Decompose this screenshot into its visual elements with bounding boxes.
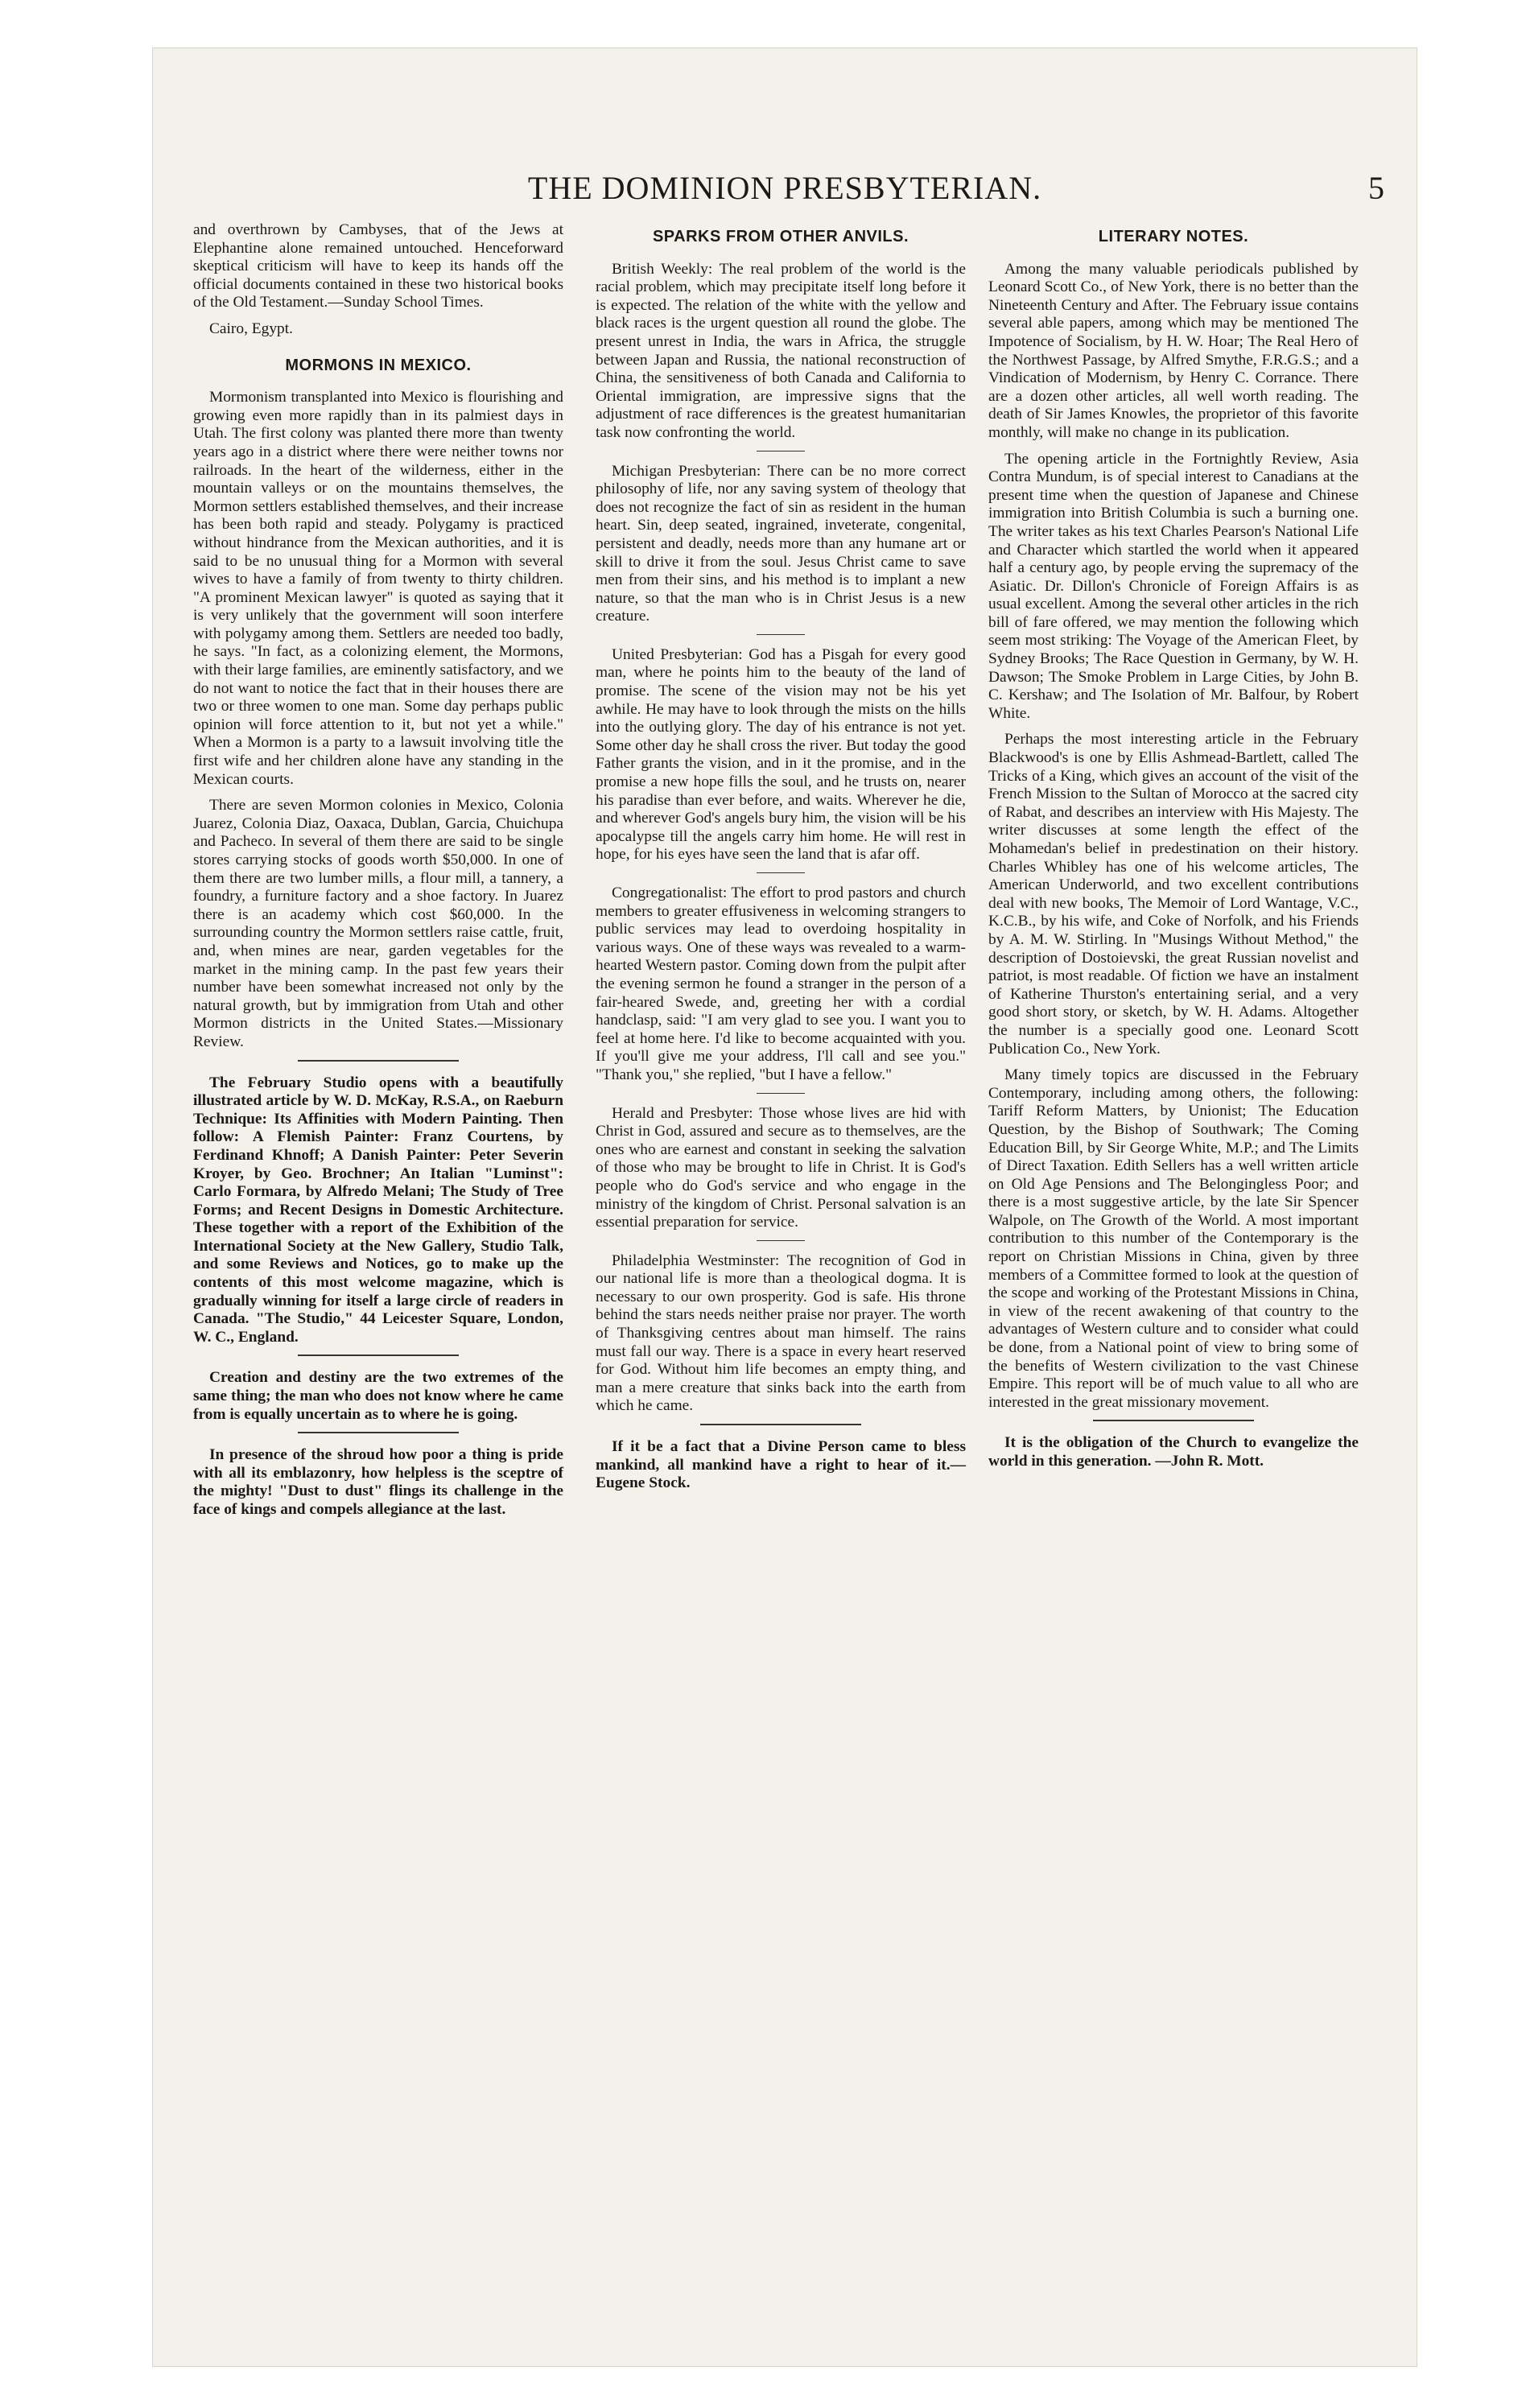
- section-divider: [298, 1432, 459, 1433]
- literary-paragraph-1: Among the many valuable periodicals published by Leonard Scott Co., of New York, there is no better than the Nineteenth Century and After. The February issue contains several able papers, among which may be mentioned The Impotence of Socialism, by H. W. Hoar; The Real Hero of the Northwest Passage, by Alfred Smythe, F.R.G.S.; and a Vindication of Modernism, by Henry C. Corrance. There are a dozen other articles, all well worth reading. The death of Sir James Knowles, the proprietor of this favorite monthly, will make no change in its publication.: [988, 260, 1359, 441]
- united-paragraph: United Presbyterian: God has a Pisgah for every good man, where he points him to the beauty of the land of promise. The scene of the vision may not be his yet awhile. He may have to look through the mists on the hills into the outlying glory. The day of his entrance is not yet. Some other day he shall cross the river. But today the good Father grants the vision, and in it the promise, and in the promise a new hope fills the soul, and he trusts on, nearer his paradise than ever before, and waits. Wherever he die, and wherever God's angels bury him, the vision will be his apocalypse till the angels carry him home. He will rest in hope, for his eyes have seen the land that is afar off.: [596, 645, 966, 864]
- section-divider: [298, 1060, 459, 1062]
- divine-person-paragraph: If it be a fact that a Divine Person came to bless mankind, all mankind have a right to hear of it.—Eugene Stock.: [596, 1438, 966, 1492]
- section-divider: [757, 451, 805, 452]
- mormons-heading: MORMONS IN MEXICO.: [285, 356, 472, 374]
- congregationalist-paragraph: Congregationalist: The effort to prod pastors and church members to greater effusiveness in welcoming strangers to public services may lead to overdoing hospitality in various ways. One of these ways was revealed to a warm-hearted Western pastor. Coming down from the pulpit after the evening sermon he found a stranger in the person of a fair-heared Swede, and, greeting her with a cordial handclasp, said: "I am very glad to see you. I want you to feel at home here. I'd like to become acquainted with you. If you'll give me your address, I'll call and see you." "Thank you," she replied, "but I have a fellow.": [596, 884, 966, 1083]
- mormons-paragraph-1: Mormonism transplanted into Mexico is flourishing and growing even more rapidly than in its palmiest days in Utah. The first colony was planted there more than twenty years ago in a district where there were neither towns nor railroads. In the heart of the wilderness, either in the mountain valleys or on the mountains themselves, the Mormon settlers established themselves, and their increase has been both rapid and steady. Polygamy is practiced without hindrance from the Mexican authorities, and it is said to be no unusual thing for a Mormon with several wives to have a family of from twenty to thirty children. "A prominent Mexican lawyer" is quoted as saying that it is very unlikely that the government will soon interfere with polygamy among them. Settlers are needed too badly, he says. "In fact, as a colonizing element, the Mormons, with their large families, are eminently satisfactory, and we do not want to notice the fact that in their houses there are two or three women to one man. Some day perhaps public opinion will force attention to it, but not yet a while." When a Mormon is a party to a lawsuit involving title the first wife and her children alone have any standing in the Mexican courts.: [193, 389, 563, 788]
- page-number: 5: [1368, 170, 1384, 206]
- literary-paragraph-4: Many timely topics are discussed in the February Contemporary, including among others, the following: Tariff Reform Matters, by Unionist; The Education Question, by the Bishop of Southwark; The Coming Education Bill, by Sir George White, M.P.; and The Limits of Direct Taxation. Edith Sellers has a well written article on Old Age Pensions and The Belongingless Poor; and there is a most suggestive article, by the late Sir Spencer Walpole, on The Growth of the World. A most important contribution to this number of the Contemporary is the report on Christian Missions in China, given by three members of a Committee formed to look at the question of the scope and working of the Protestant Missions in China, in view of the recent awakening of that country to the advantages of Western culture and to consider what could be done, from a National point of view to bring some of the benefits of Western civilization to the vast Chinese Empire. This report will be of much value to all who are interested in the great missionary movement.: [988, 1066, 1359, 1411]
- philadelphia-paragraph: Philadelphia Westminster: The recognition of God in our national life is more than a theological dogma. It is necessary to our own prosperity. God is safe. His throne behind the stars needs neither praise nor prayer. The worth of Thanksgiving centres about man himself. The rains must fall our way. There is a space in every heart reserved for God. Without him life becomes an empty thing, and man a mere creature that sinks back into the earth from which he came.: [596, 1251, 966, 1415]
- shroud-paragraph: In presence of the shroud how poor a thing is pride with all its emblazonry, how helpless is the sceptre of the mighty! "Dust to dust" flings its challenge in the face of kings and compels allegiance at the last.: [193, 1446, 563, 1518]
- intro-place: Cairo, Egypt.: [209, 320, 293, 337]
- column-left: [193, 221, 563, 1528]
- mott-quote: It is the obligation of the Church to evangelize the world in this generation. —John R. Mott.: [988, 1434, 1359, 1470]
- herald-paragraph: Herald and Presbyter: Those whose lives are hid with Christ in God, assured and secure as to themselves, are the ones who are earnest and constant in seeking the salvation of those who may be brought to life in Christ. It is God's people who do God's service and who engage in the ministry of the kingdom of Christ. Personal salvation is an essential preparation for service.: [596, 1104, 966, 1231]
- sparks-heading: SPARKS FROM OTHER ANVILS.: [652, 228, 909, 245]
- section-divider: [757, 1240, 805, 1241]
- section-divider: [298, 1354, 459, 1356]
- section-divider: [700, 1424, 861, 1425]
- section-divider: [757, 1093, 805, 1094]
- section-divider: [757, 872, 805, 873]
- literary-paragraph-3: Perhaps the most interesting article in the February Blackwood's is one by Ellis Ashmead-Bartlett, called The Tricks of a King, which gives an account of the visit of the French Mission to the Sultan of Morocco at the sacred city of Rabat, and describes an interview with His Majesty. The writer discusses at some length the effect of the Mohamedan's belief in predestination on their history. Charles Whibley has one of his welcome articles, The American Underworld, and two excellent contributions deal with new books, The Memoir of Lord Wantage, V.C., K.C.B., by his wife, and Coke of Norfolk, and his Friends by A. M. W. Stirling. In "Musings Without Method," the description of Dostoievski, the great Russian novelist and patriot, is most readable. Of fiction we have an instalment of Katherine Thurston's entertaining serial, and a very good short story, or sketch, by W. H. Adams. Altogether the number is a specially good one. Leonard Scott Publication Co., New York.: [988, 731, 1359, 1058]
- newspaper-page: [153, 48, 1417, 2366]
- literary-paragraph-2: The opening article in the Fortnightly Review, Asia Contra Mundum, is of special interest to Canadians at the present time when the question of Japanese and Chinese immigration into British Columbia is such a burning one. The writer takes as his text Charles Pearson's National Life and Character which startled the world when it appeared half a century ago, by people erving the supremacy of the Asiatic. Dr. Dillon's Chronicle of Foreign Affairs is as usual excellent. Among the several other articles in the rich bill of fare offered, we may mention the following which seem most striking: The Voyage of the American Fleet, by Sydney Brooks; The Race Question in Germany, by W. H. Dawson; The Smoke Problem in Large Cities, by John B. C. Kershaw; and The Isolation of Mr. Balfour, by Robert White.: [988, 450, 1359, 722]
- page-header: [153, 169, 1417, 217]
- section-divider: [757, 634, 805, 635]
- publication-title: THE DOMINION PRESBYTERIAN.: [527, 170, 1042, 206]
- column-right: [988, 221, 1359, 1479]
- mormons-paragraph-2: There are seven Mormon colonies in Mexico, Colonia Juarez, Colonia Diaz, Oaxaca, Dublan, Garcia, Chuichupa and Pacheco. In several of them there are said to be single stores carrying stocks of goods worth $50,000. In one of them there are two lumber mills, a flour mill, a tannery, a foundry, a furniture factory and a shoe factory. In Juarez there is an academy which cost $60,000. In the surrounding country the Mormon settlers raise cattle, fruit, and, when mines are near, garden vegetables for the market in the mining camp. In the past few years their number have been somewhat increased not only by the natural growth, but by immigration from Utah and other Mormon districts in the United States.—Missionary Review.: [193, 797, 563, 1050]
- column-middle: [596, 221, 966, 1501]
- section-divider: [1093, 1420, 1254, 1421]
- michigan-paragraph: Michigan Presbyterian: There can be no more correct philosophy of life, nor any saving system of theology that does not recognize the fact of sin as resident in the human heart. Sin, deep seated, ingrained, inveterate, congenital, persistent and deadly, needs more than any humane art or skill to drive it from the soul. Jesus Christ came to save men from their sins, and his method is to implant a new nature, so that the man who is in Christ Jesus is a new creature.: [596, 462, 966, 625]
- creation-paragraph: Creation and destiny are the two extremes of the same thing; the man who does not know where he came from is equally uncertain as to where he is going.: [193, 1369, 563, 1423]
- literary-notes-heading: LITERARY NOTES.: [1098, 228, 1249, 245]
- intro-paragraph: and overthrown by Cambyses, that of the Jews at Elephantine alone remained untouched. Henceforward skeptical criticism will have to keep its hands off the official documents contained in these two historical books of the Old Testament.—Sunday School Times.: [193, 221, 563, 311]
- studio-paragraph: The February Studio opens with a beautifully illustrated article by W. D. McKay, R.S.A., on Raeburn Technique: Its Affinities with Modern Painting. Then follow: A Flemish Painter: Franz Courtens, by Ferdinand Khnoff; A Danish Painter: Peter Severin Kroyer, by Geo. Brochner; An Italian "Luminst": Carlo Formara, by Alfredo Melani; The Study of Tree Forms; and Recent Designs in Domestic Architecture. These together with a report of the Exhibition of the International Society at the New Gallery, Studio Talk, and some Reviews and Notices, go to make up the contents of this most welcome magazine, which is gradually winning for itself a large circle of readers in Canada. "The Studio," 44 Leicester Square, London, W. C., England.: [193, 1074, 563, 1346]
- british-weekly-paragraph: British Weekly: The real problem of the world is the racial problem, which may precipitate itself long before it is expected. The relation of the white with the yellow and black races is the urgent question all round the globe. The present unrest in India, the wars in Africa, the struggle between Japan and Russia, the national reconstruction of China, the sensitiveness of both Canada and California to Oriental immigration, are impressive signs that the adjustment of race differences is the greatest humanitarian task now confronting the world.: [596, 260, 966, 441]
